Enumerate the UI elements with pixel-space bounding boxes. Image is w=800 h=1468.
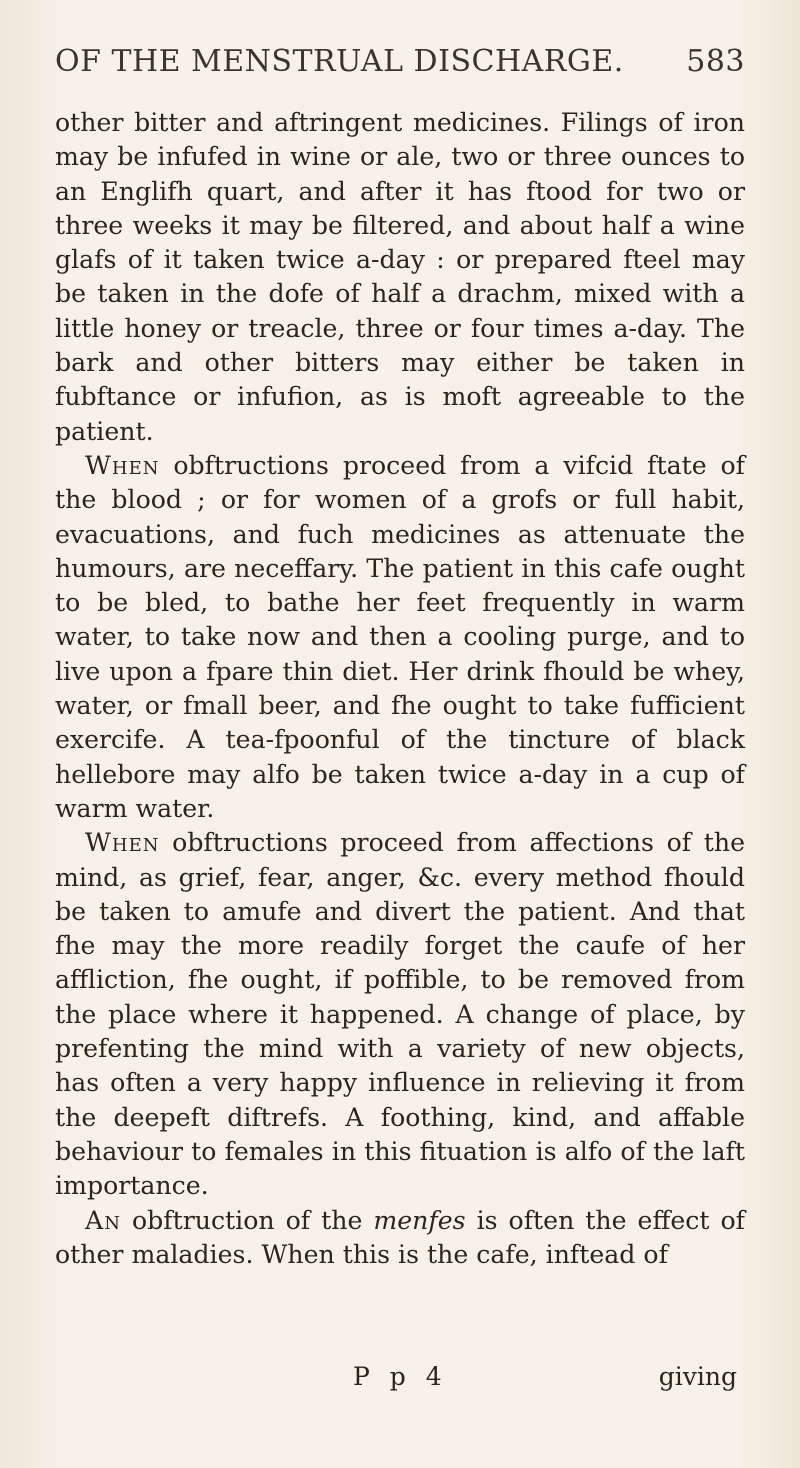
- catchword: giving: [658, 1362, 737, 1391]
- running-header: [55, 44, 745, 84]
- paragraph-1-text: other bitter and aftringent medicines. Filings of iron may be infufed in wine or ale, two or three ounces to an Englifh quart, and after it has ftood for two or three weeks it may be filtered, and about half a wine glafs of it taken twice a-day : or prepared fteel may be taken in the dofe of half a drachm, mixed with a little honey or treacle, three or four times a-day. The bark and other bitters may either be taken in fubftance or infufion, as is moft agreeable to the patient.: [55, 108, 745, 446]
- paragraph-2: [55, 449, 745, 826]
- paragraph-3-lead: When: [85, 828, 160, 858]
- paragraph-4: [55, 1204, 745, 1273]
- signature-mark: P p 4: [353, 1362, 448, 1391]
- page-footer: [55, 1362, 745, 1398]
- page-number: 583: [686, 44, 745, 79]
- paragraph-4-text-before: obftruction of the: [120, 1205, 374, 1235]
- paragraph-3: [55, 826, 745, 1203]
- paragraph-4-lead: An: [85, 1205, 121, 1235]
- paragraph-2-lead: When: [85, 450, 160, 480]
- body-text: [55, 106, 745, 1272]
- running-title: OF THE MENSTRUAL DISCHARGE.: [55, 44, 624, 79]
- paragraph-1: [55, 106, 745, 449]
- paragraph-3-text: obftructions proceed from affections of the mind, as grief, fear, anger, &c. every method fhould be taken to amufe and divert the patient. And that fhe may the more readily forget the caufe of her affliction, fhe ought, if poffible, to be removed from the place where it happened. A change of place, by prefenting the mind with a variety of new objects, has often a very happy influence in relieving it from the deepeft diftrefs. A foothing, kind, and affable behaviour to females in this fituation is alfo of the laft importance.: [55, 828, 745, 1201]
- paragraph-4-italic: menfes: [373, 1205, 466, 1235]
- paragraph-4-text-after: is often the effect of other maladies. When this is the cafe, inftead of: [55, 1205, 745, 1269]
- paragraph-2-text: obftructions proceed from a vifcid ftate of the blood ; or for women of a grofs or full habit, evacuations, and fuch medicines as attenuate the humours, are neceffary. The patient in this cafe ought to be bled, to bathe her feet frequently in warm water, to take now and then a cooling purge, and to live upon a fpare thin diet. Her drink fhould be whey, water, or fmall beer, and fhe ought to take fufficient exercife. A tea-fpoonful of the tincture of black hellebore may alfo be taken twice a-day in a cup of warm water.: [55, 450, 745, 823]
